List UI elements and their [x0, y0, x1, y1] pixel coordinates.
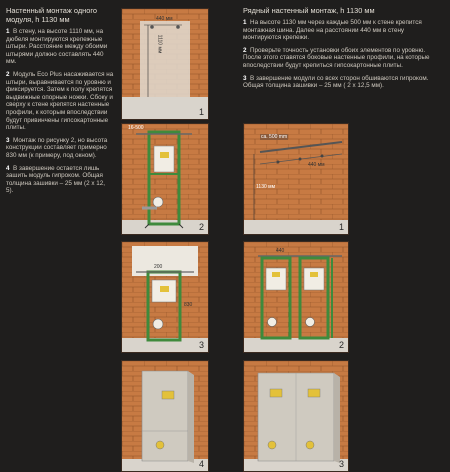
left-figure-4: [121, 360, 209, 472]
dimension-label: 1130 мм: [256, 184, 276, 190]
right-step-1: 1 На высоте 1130 мм через каждые 500 мм к стене крепится монтажная шина. Далее на расстоянии 440 мм в стену монтируются крепежи.: [243, 19, 422, 42]
left-figure-1: [121, 8, 209, 120]
figure-number: 3: [198, 340, 204, 350]
figure-number: 2: [198, 222, 204, 232]
dimension-label: 440: [276, 248, 285, 254]
left-figure-3: [121, 241, 209, 353]
dimension-label: 440 мм: [308, 162, 325, 168]
figure-number: 2: [338, 340, 344, 350]
right-figure-2: [243, 241, 349, 353]
dimension-label: ca. 500 mm: [261, 134, 288, 140]
dimension-label: 440 мм: [156, 16, 173, 22]
dimension-label: 1110 мм: [156, 34, 163, 54]
left-title: Настенный монтаж одного модуля, h 1130 мм: [6, 6, 97, 24]
figure-number: 1: [338, 222, 344, 232]
right-title: Рядный настенный монтаж, h 1130 мм: [243, 6, 375, 15]
figure-number: 4: [198, 459, 204, 469]
right-figure-1: [243, 123, 349, 235]
left-figure-2: [121, 123, 209, 235]
right-text-column: [243, 6, 443, 95]
figure-number: 3: [338, 459, 344, 469]
figure-number: 1: [198, 107, 204, 117]
right-step-2: 2 Проверьте точность установки обоих элементов по уровню. После этого ставятся боковые настенные профили, на которые впоследствии будут крепиться гипсокартонные плиты.: [243, 46, 430, 69]
dimension-label: 16-500: [128, 125, 144, 131]
left-step-1: 1 В стену, на высоте 1110 мм, на дюбеля монтируются крепежные штыри. Расстояние между обоими штырями должно составлять 440 мм.: [6, 28, 108, 66]
right-figure-3: [243, 360, 349, 472]
left-step-2: 2 Модуль Eco Plus насаживается на штыри, выравнивается по уровню и фиксируется. Затем к полу крепятся выдвижные опорные ножки. Сбоку и сверху к стене крепятся настенные профили, к которым впоследствии будут привинчены гипсокартонные плиты.: [6, 70, 114, 132]
left-step-4: 4 В завершение остается лишь зашить модуль гипроком. Общая толщина зашивки – 25 мм (2 x 12, 5).: [6, 164, 106, 195]
left-text-column: [6, 6, 114, 200]
right-step-3: 3 В завершение модули со всех сторон обшиваются гипроком. Общая толщина зашивки – 25 мм ( 2 x 12,5 мм).: [243, 74, 429, 90]
left-step-3: 3 Монтаж по рисунку 2, но высота конструкции составляет примерно 830 мм (к примеру, под окном).: [6, 136, 108, 159]
dimension-label: 200: [154, 264, 163, 270]
dimension-label: 830: [184, 302, 193, 308]
